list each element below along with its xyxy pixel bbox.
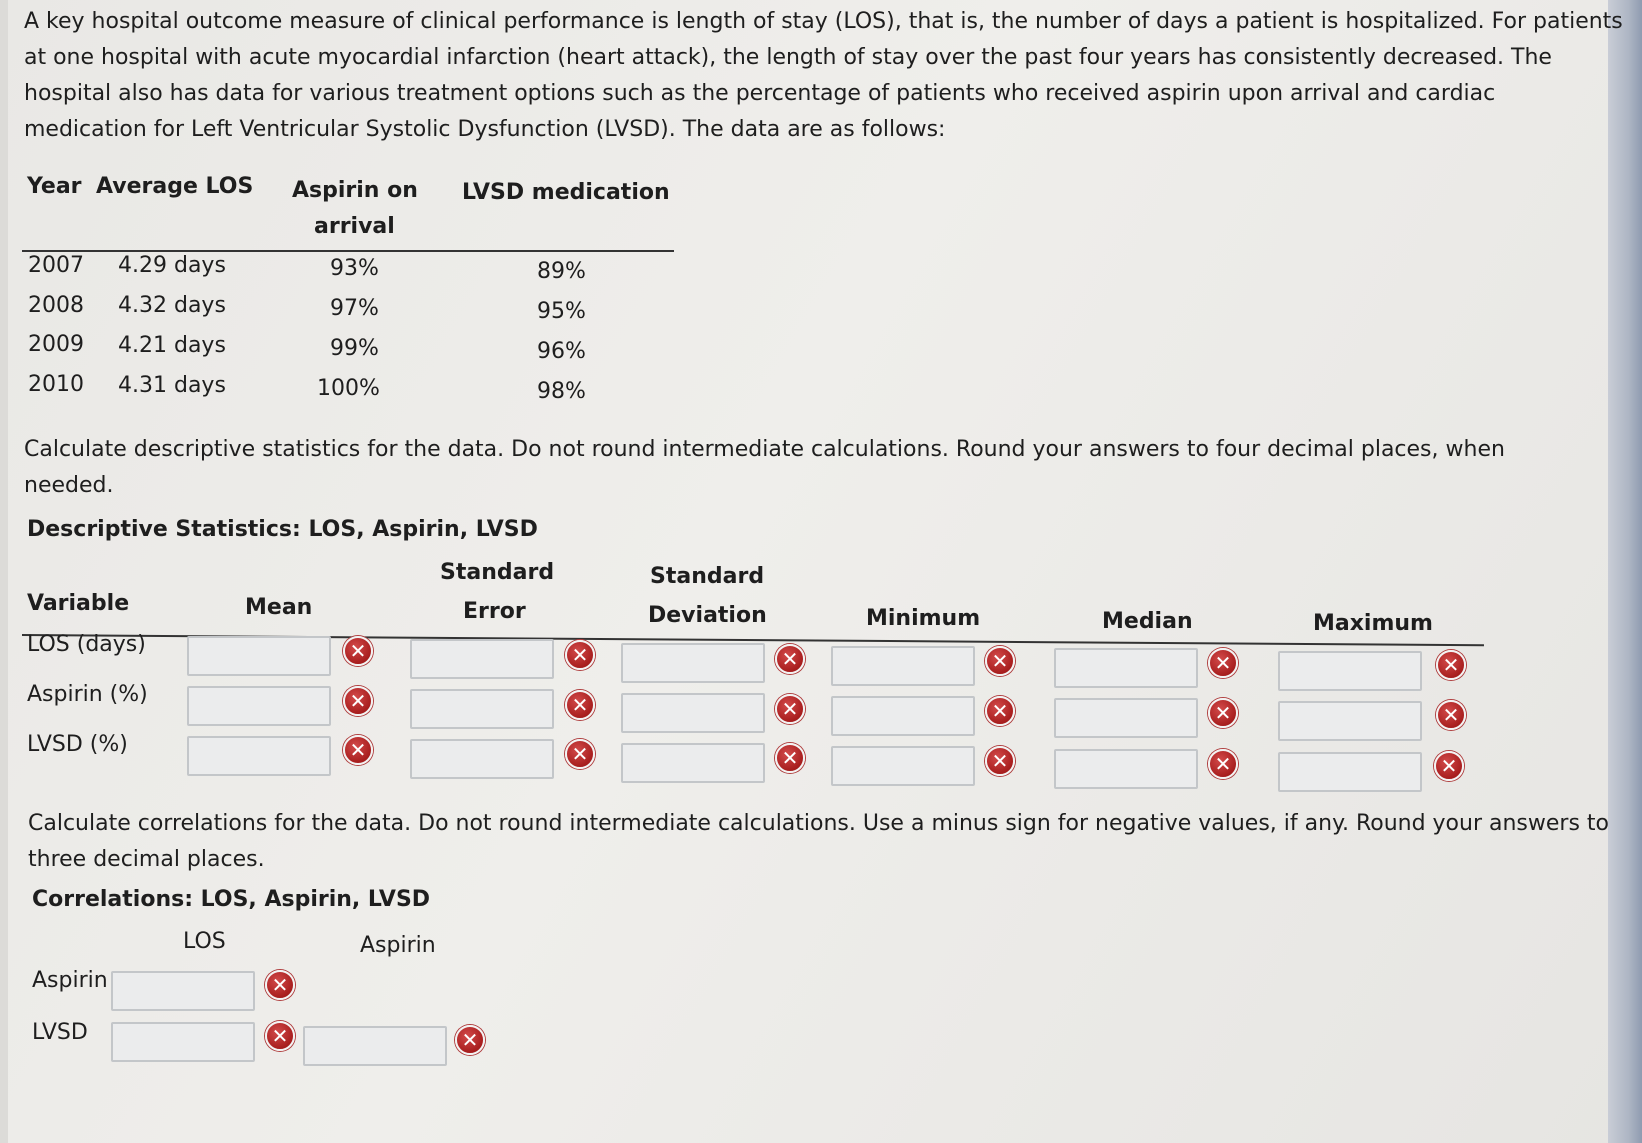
cell-los: 4.32 days [118,293,226,318]
aspirin-min-input[interactable] [831,696,975,736]
stats-header-mean: Mean [245,595,313,620]
aspirin-median-input[interactable] [1054,698,1198,738]
aspirin-se-input[interactable] [410,689,554,729]
corr-col-los: LOS [183,929,226,954]
cell-aspirin: 100% [317,376,380,401]
lvsd-max-input[interactable] [1278,752,1422,792]
los-se-input[interactable] [410,639,554,679]
table-header-rule [22,250,674,252]
stats-row-label-aspirin: Aspirin (%) [27,682,148,707]
cell-lvsd: 96% [537,339,586,364]
corr-los-aspirin-input[interactable] [111,971,255,1011]
incorrect-x-icon: ✕ [1208,698,1238,728]
header-aspirin-line1: Aspirin on [292,178,418,203]
lvsd-sd-input[interactable] [621,743,765,783]
instructions-correlations: Calculate correlations for the data. Do not round intermediate calculations. Use a minus sign for negative values, if any. Round your answers to three decimal places. [28,811,1610,872]
header-average-los: Average LOS [96,174,254,199]
incorrect-x-icon: ✕ [775,644,805,674]
corr-row-lvsd: LVSD [32,1020,88,1045]
stats-header-minimum: Minimum [866,606,981,631]
corr-col-aspirin: Aspirin [360,933,436,958]
los-median-input[interactable] [1054,648,1198,688]
aspirin-max-input[interactable] [1278,701,1422,741]
cell-lvsd: 95% [537,299,586,324]
incorrect-x-icon: ✕ [1436,650,1466,680]
header-lvsd: LVSD medication [462,180,670,205]
corr-aspirin-lvsd-input[interactable] [303,1026,447,1066]
cell-lvsd: 98% [537,379,586,404]
screen-bezel-edge [1608,0,1642,1143]
los-min-input[interactable] [831,646,975,686]
incorrect-x-icon: ✕ [343,735,373,765]
incorrect-x-icon: ✕ [343,636,373,666]
cell-year: 2010 [28,372,84,397]
cell-lvsd: 89% [537,259,586,284]
cell-year: 2008 [28,293,84,318]
lvsd-mean-input[interactable] [187,736,331,776]
lvsd-min-input[interactable] [831,746,975,786]
cell-los: 4.21 days [118,333,226,358]
stats-header-se-line2: Error [463,599,526,624]
incorrect-x-icon: ✕ [1208,749,1238,779]
stats-header-median: Median [1102,609,1193,634]
incorrect-x-icon: ✕ [775,694,805,724]
cell-aspirin: 93% [330,256,379,281]
instructions-descriptive: Calculate descriptive statistics for the data. Do not round intermediate calculations. Round your answers to four decimal places, when needed. [24,437,1505,498]
problem-intro: A key hospital outcome measure of clinical performance is length of stay (LOS), that is, the number of days a patient is hospitalized. For patients at one hospital with acute myocardial infarction (heart attack), the length of stay over the past four years has consistently decreased. The hospital also has data for various treatment options such as the percentage of patients who received aspirin upon arrival and cardiac medication for Left Ventricular Systolic Dysfunction (LVSD). The data are as follows: [24,9,1623,142]
incorrect-x-icon: ✕ [985,696,1015,726]
stats-header-maximum: Maximum [1313,611,1433,636]
incorrect-x-icon: ✕ [343,686,373,716]
incorrect-x-icon: ✕ [565,690,595,720]
incorrect-x-icon: ✕ [985,646,1015,676]
stats-header-sd-line1: Standard [650,564,765,589]
cell-aspirin: 97% [330,296,379,321]
corr-title: Correlations: LOS, Aspirin, LVSD [32,887,431,912]
incorrect-x-icon: ✕ [265,970,295,1000]
cell-year: 2007 [28,253,84,278]
header-aspirin-line2: arrival [314,214,395,239]
stats-title: Descriptive Statistics: LOS, Aspirin, LVSD [27,517,538,542]
aspirin-mean-input[interactable] [187,686,331,726]
header-year: Year [27,174,82,199]
corr-row-aspirin: Aspirin [32,968,108,993]
incorrect-x-icon: ✕ [1208,648,1238,678]
stats-row-label-los: LOS (days) [27,632,146,657]
incorrect-x-icon: ✕ [775,743,805,773]
cell-year: 2009 [28,332,84,357]
cell-los: 4.31 days [118,373,226,398]
lvsd-median-input[interactable] [1054,749,1198,789]
incorrect-x-icon: ✕ [265,1021,295,1051]
cell-aspirin: 99% [330,336,379,361]
corr-los-lvsd-input[interactable] [111,1022,255,1062]
cell-los: 4.29 days [118,253,226,278]
stats-header-se-line1: Standard [440,560,555,585]
incorrect-x-icon: ✕ [1436,700,1466,730]
los-mean-input[interactable] [187,636,331,676]
lvsd-se-input[interactable] [410,739,554,779]
stats-row-label-lvsd: LVSD (%) [27,732,128,757]
incorrect-x-icon: ✕ [1434,751,1464,781]
aspirin-sd-input[interactable] [621,693,765,733]
los-max-input[interactable] [1278,651,1422,691]
incorrect-x-icon: ✕ [985,746,1015,776]
incorrect-x-icon: ✕ [565,640,595,670]
left-edge [0,0,8,1143]
los-sd-input[interactable] [621,643,765,683]
stats-header-variable: Variable [27,591,130,616]
incorrect-x-icon: ✕ [565,739,595,769]
stats-header-sd-line2: Deviation [648,603,767,628]
incorrect-x-icon: ✕ [455,1025,485,1055]
